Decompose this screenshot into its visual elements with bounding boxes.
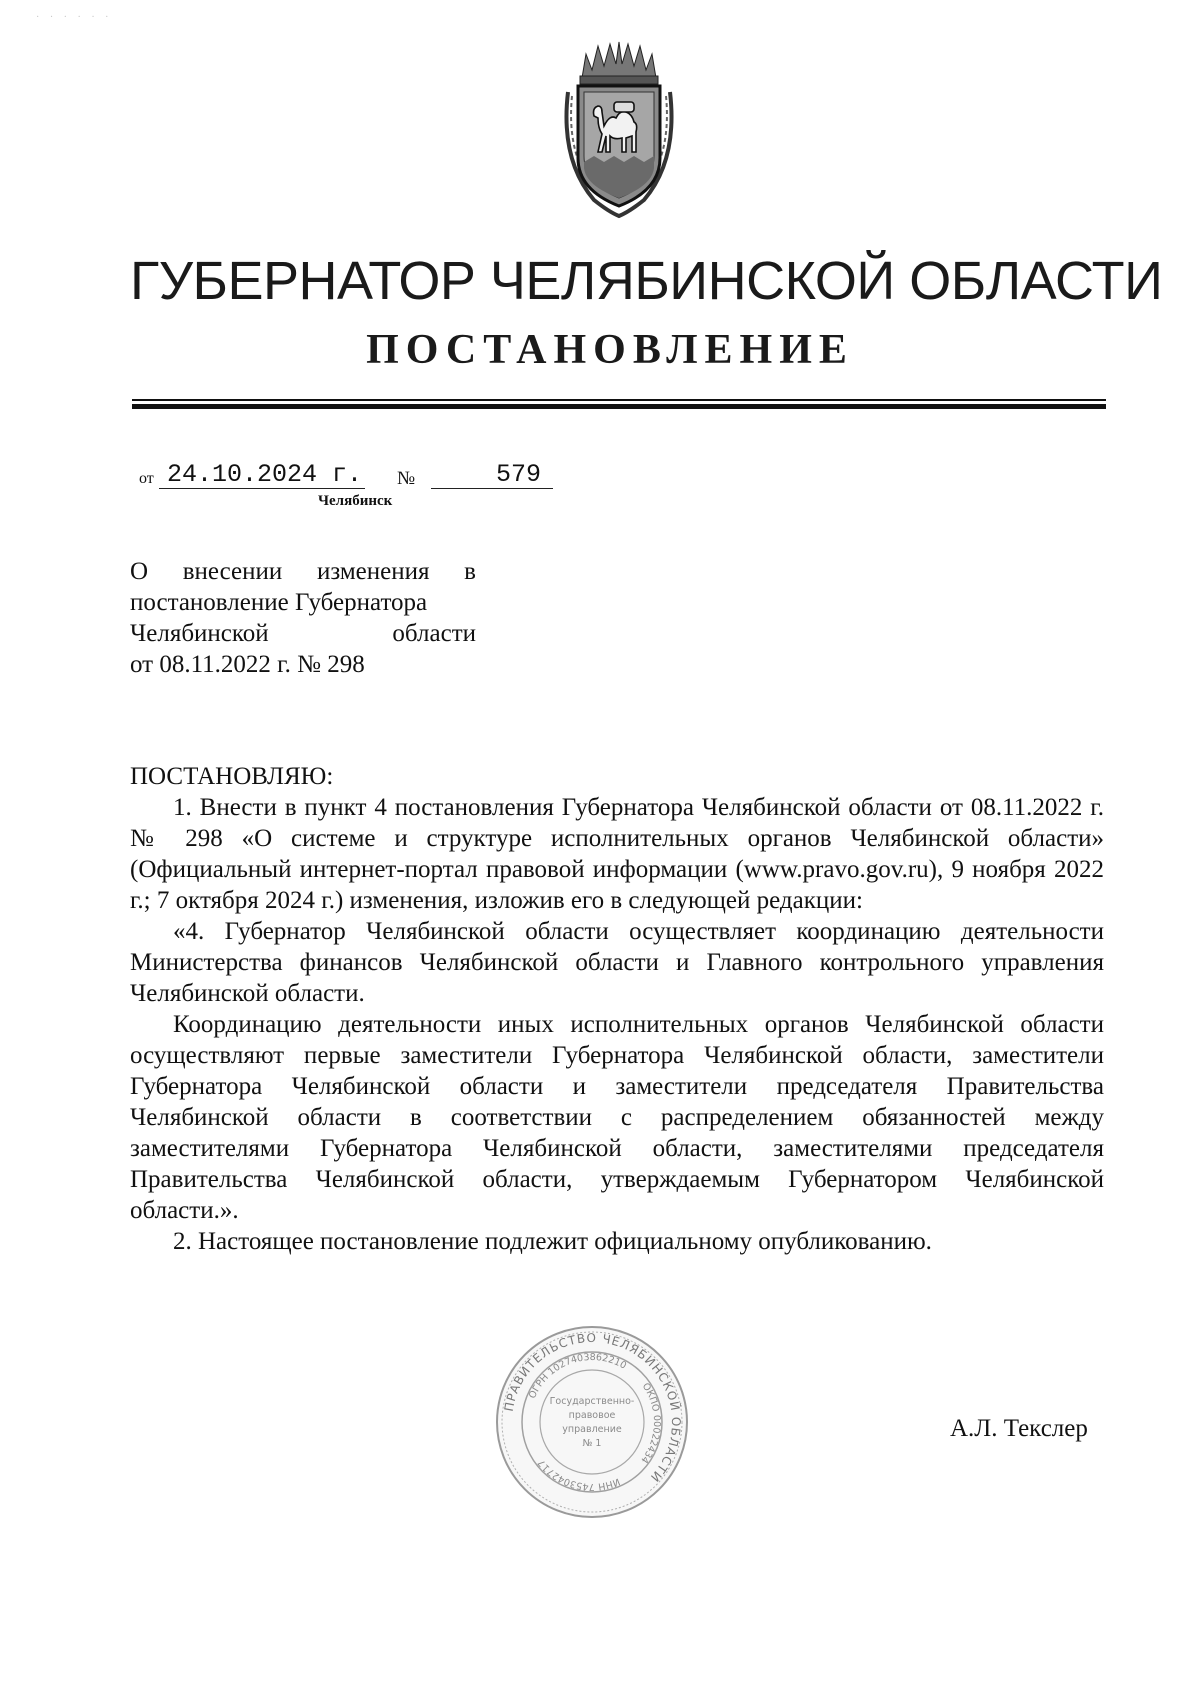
subject-line: от 08.11.2022 г. № 298 [130, 651, 365, 678]
stamp-inn: ИНН 7453042717 [535, 1457, 622, 1493]
subject-line: постановление Губернатора [130, 589, 428, 616]
body-paragraph: «4. Губернатор Челябинской области осуществляет координацию деятельности Министерства финансов Челябинской области и Главного контрольного управления Челябинской области. [130, 918, 1104, 1007]
document-subject [130, 556, 476, 680]
stamp-ring-text: ПРАВИТЕЛЬСТВО ЧЕЛЯБИНСКОЙ ОБЛАСТИ [501, 1330, 684, 1485]
body-paragraph: 2. Настоящее постановление подлежит официальному опубликованию. [173, 1228, 932, 1255]
chelyabinsk-coat-of-arms-icon [554, 40, 684, 220]
document-number: 579 [431, 462, 553, 489]
stamp-center-line: управление [562, 1424, 622, 1435]
number-prefix: № [397, 468, 416, 489]
stamp-center-line: правовое [568, 1410, 616, 1421]
body-paragraph: 1. Внести в пункт 4 постановления Губернатора Челябинской области от 08.11.2022 г. № 298 «О системе и структуре исполнительных органов Челябинской области» (Официальный интернет-портал правовой информации (www.pravo.gov.ru), 9 ноября 2022 г.; 7 октября 2024 г.) изменения, изложив его в следующей редакции: [130, 794, 1104, 914]
issue-city: Челябинск [318, 493, 393, 509]
issuing-authority: ГУБЕРНАТОР ЧЕЛЯБИНСКОЙ ОБЛАСТИ [130, 251, 1163, 311]
stamp-ogrn: ОГРН 1027403862210 [526, 1351, 629, 1401]
document-type-title: ПОСТАНОВЛЕНИЕ [366, 327, 854, 373]
body-paragraph: Координацию деятельности иных исполнительных органов Челябинской области осуществляют первые заместители Губернатора Челябинской области, заместители Губернатора Челябинской области и заместители председателя Правительства Челябинской области в соответствии с распределением обязанностей между заместителями Губернатора Челябинской области, заместителями председателя Правительства Челябинской области, утверждаемым Губернатором Челябинской области.». [130, 1011, 1104, 1224]
document-date: 24.10.2024 г. [159, 462, 365, 489]
resolution-heading: ПОСТАНОВЛЯЮ: [130, 763, 334, 790]
stamp-okpo: ОКПО 00022434 [638, 1381, 663, 1466]
header-divider [132, 399, 1106, 401]
subject-line: Челябинской области [130, 620, 476, 647]
header-divider-thick [132, 404, 1106, 409]
stamp-center-line: № 1 [582, 1438, 602, 1449]
subject-line: О внесении изменения в [130, 558, 476, 585]
date-prefix: от [139, 470, 154, 487]
stamp-center-line: Государственно- [549, 1396, 635, 1407]
document-body [130, 761, 1104, 1257]
official-stamp [494, 1324, 690, 1520]
scan-mark: · · · · · · [36, 12, 113, 23]
signatory-name: А.Л. Текслер [950, 1415, 1088, 1442]
